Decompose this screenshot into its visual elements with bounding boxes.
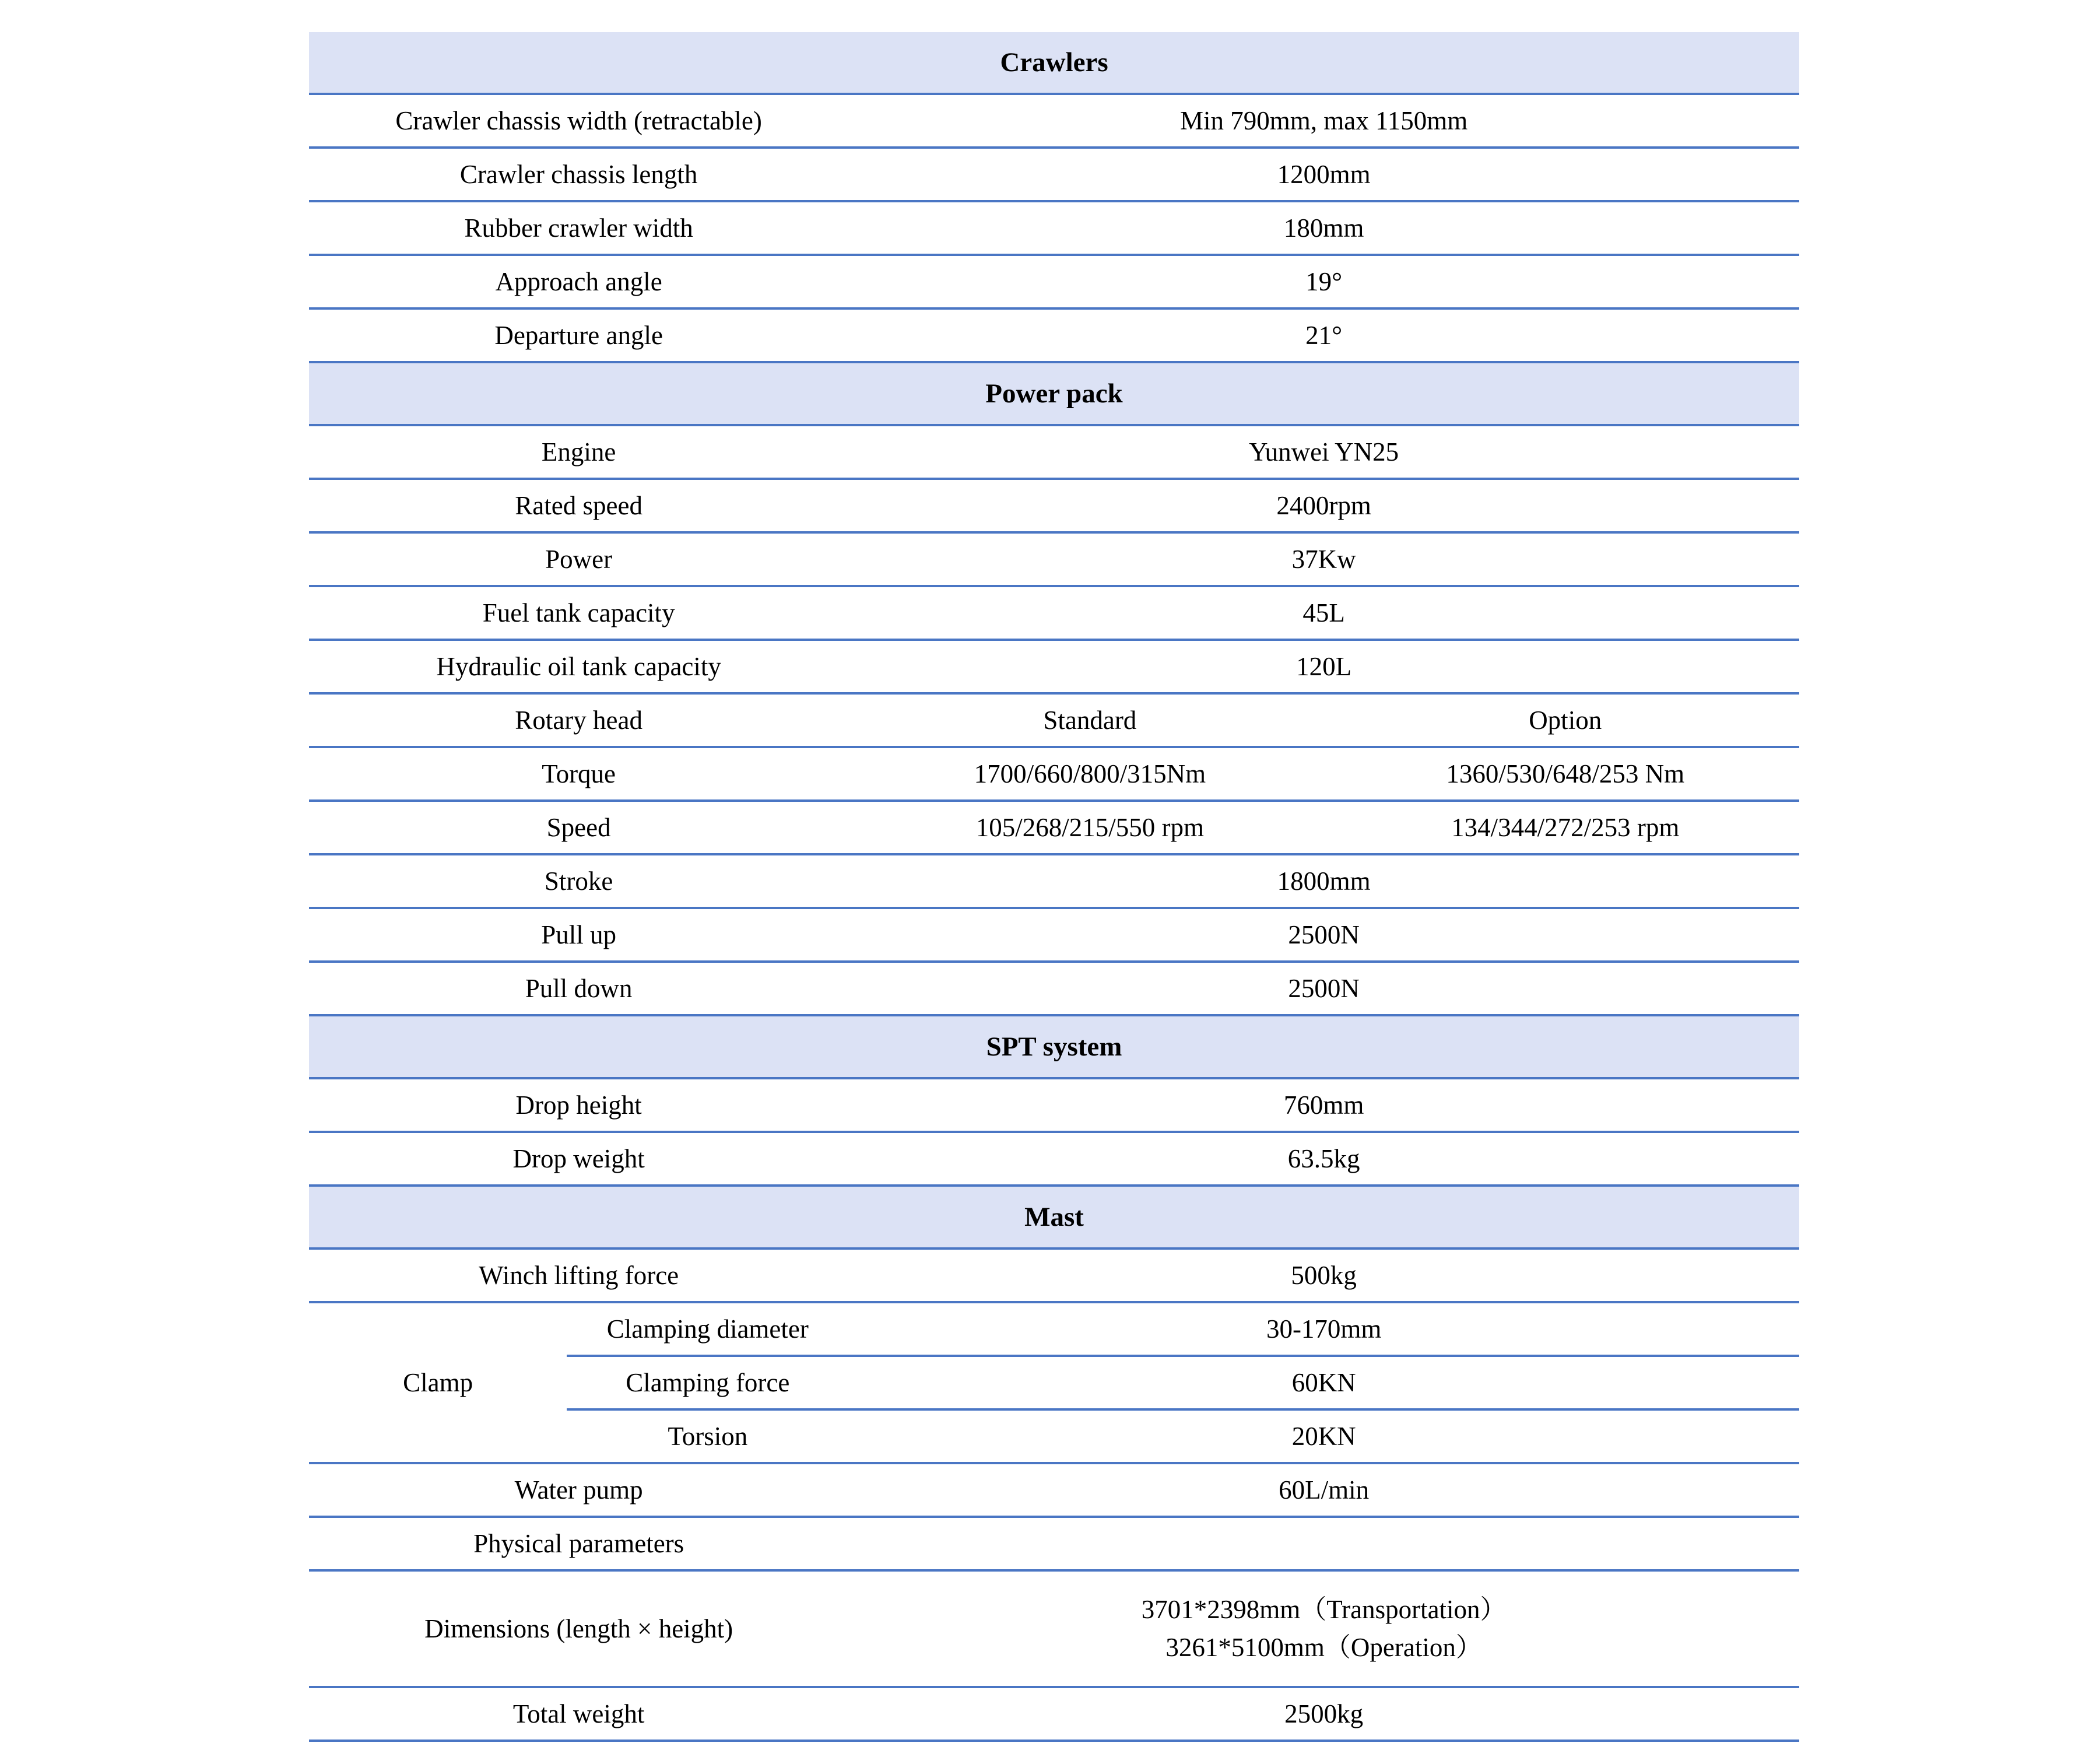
table-row-crawler-chassis-width bbox=[309, 95, 1799, 149]
table-row-winch-lifting-force bbox=[309, 1250, 1799, 1303]
section-header-mast bbox=[309, 1187, 1799, 1250]
section-header-crawlers bbox=[309, 32, 1799, 95]
row-label: Rotary head bbox=[515, 706, 642, 735]
row-sublabel: Torsion bbox=[668, 1422, 748, 1451]
table-row-total-weight bbox=[309, 1688, 1799, 1742]
row-label: Hydraulic oil tank capacity bbox=[436, 652, 721, 681]
column-header-standard: Standard bbox=[1043, 706, 1137, 735]
row-label: Torque bbox=[542, 759, 616, 788]
dimensions-operation: 3261*5100mm（Operation） bbox=[1165, 1633, 1482, 1662]
dimensions-value bbox=[1142, 1591, 1507, 1667]
row-value: 2500N bbox=[1288, 920, 1360, 949]
row-label: Speed bbox=[546, 813, 611, 842]
row-label: Engine bbox=[541, 437, 616, 467]
table-row-physical-parameters bbox=[309, 1518, 1799, 1572]
row-value: 21° bbox=[1305, 321, 1343, 350]
table-row-fuel-tank-capacity bbox=[309, 587, 1799, 641]
row-label: Pull up bbox=[541, 920, 617, 949]
row-label: Power bbox=[545, 545, 613, 574]
table-row-water-pump bbox=[309, 1464, 1799, 1518]
value-standard: 1700/660/800/315Nm bbox=[974, 759, 1206, 788]
value-option: 134/344/272/253 rpm bbox=[1451, 813, 1680, 842]
row-value: 180mm bbox=[1283, 213, 1364, 243]
row-label: Crawler chassis length bbox=[459, 160, 698, 189]
row-label-clamp: Clamp bbox=[403, 1368, 473, 1397]
row-label: Winch lifting force bbox=[479, 1261, 679, 1290]
table-row-speed bbox=[309, 802, 1799, 855]
row-value: 2400rpm bbox=[1276, 491, 1371, 520]
column-header-option: Option bbox=[1529, 706, 1602, 735]
row-label: Water pump bbox=[514, 1475, 643, 1505]
row-value: 37Kw bbox=[1291, 545, 1356, 574]
row-value: 2500N bbox=[1288, 974, 1360, 1003]
table-row-drop-weight bbox=[309, 1133, 1799, 1187]
table-row-torsion bbox=[567, 1411, 1799, 1462]
section-header-power-pack bbox=[309, 363, 1799, 426]
row-label: Crawler chassis width (retractable) bbox=[395, 106, 762, 135]
table-row-engine bbox=[309, 426, 1799, 480]
table-row-rotary-head bbox=[309, 695, 1799, 748]
row-label: Drop height bbox=[515, 1090, 642, 1120]
table-row-pull-up bbox=[309, 909, 1799, 963]
row-value: 60L/min bbox=[1279, 1475, 1370, 1505]
row-label: Departure angle bbox=[494, 321, 663, 350]
section-title: SPT system bbox=[986, 1032, 1122, 1062]
row-label: Pull down bbox=[525, 974, 633, 1003]
row-value: 60KN bbox=[1291, 1368, 1356, 1397]
table-row-departure-angle bbox=[309, 310, 1799, 363]
row-label: Drop weight bbox=[512, 1144, 645, 1173]
table-row-dimensions bbox=[309, 1572, 1799, 1688]
row-label: Physical parameters bbox=[473, 1529, 684, 1558]
row-value bbox=[848, 1572, 1799, 1686]
row-value: 63.5kg bbox=[1287, 1144, 1360, 1173]
row-label: Rated speed bbox=[515, 491, 642, 520]
section-header-spt-system bbox=[309, 1016, 1799, 1079]
row-value: 120L bbox=[1296, 652, 1352, 681]
table-row-crawler-chassis-length bbox=[309, 149, 1799, 202]
row-label: Stroke bbox=[544, 867, 613, 896]
table-row-clamping-force bbox=[567, 1357, 1799, 1411]
table-row-drop-height bbox=[309, 1079, 1799, 1133]
table-row-rubber-crawler-width bbox=[309, 202, 1799, 256]
row-value: 45L bbox=[1302, 598, 1345, 627]
row-value: 19° bbox=[1305, 267, 1343, 296]
value-option: 1360/530/648/253 Nm bbox=[1446, 759, 1685, 788]
row-value: 2500kg bbox=[1284, 1699, 1364, 1728]
row-value: 30-170mm bbox=[1266, 1314, 1382, 1344]
specifications-table bbox=[309, 32, 1799, 1742]
section-title: Power pack bbox=[985, 378, 1123, 409]
value-standard: 105/268/215/550 rpm bbox=[975, 813, 1204, 842]
row-label: Dimensions (length × height) bbox=[424, 1614, 733, 1643]
row-label: Approach angle bbox=[495, 267, 662, 296]
clamp-subrows bbox=[567, 1303, 1799, 1462]
row-sublabel: Clamping force bbox=[626, 1368, 790, 1397]
row-label: Total weight bbox=[512, 1699, 645, 1728]
table-row-hydraulic-oil-tank-capacity bbox=[309, 641, 1799, 695]
row-value: 760mm bbox=[1283, 1090, 1364, 1120]
dimensions-transportation: 3701*2398mm（Transportation） bbox=[1141, 1594, 1507, 1624]
row-value: 500kg bbox=[1291, 1261, 1357, 1290]
table-row-approach-angle bbox=[309, 256, 1799, 310]
row-sublabel: Clamping diameter bbox=[606, 1314, 809, 1344]
row-value: 1800mm bbox=[1277, 867, 1371, 896]
table-row-rated-speed bbox=[309, 480, 1799, 534]
row-label: Fuel tank capacity bbox=[482, 598, 675, 627]
row-value: Yunwei YN25 bbox=[1249, 437, 1399, 467]
table-row-power bbox=[309, 534, 1799, 587]
row-value: 1200mm bbox=[1277, 160, 1371, 189]
row-label: Rubber crawler width bbox=[464, 213, 693, 243]
table-row-pull-down bbox=[309, 963, 1799, 1016]
table-row-torque bbox=[309, 748, 1799, 802]
table-row-clamping-diameter bbox=[567, 1303, 1799, 1357]
row-value-empty bbox=[848, 1518, 1799, 1569]
table-rowgroup-clamp bbox=[309, 1303, 1799, 1464]
section-title: Crawlers bbox=[1000, 47, 1108, 78]
section-title: Mast bbox=[1024, 1202, 1084, 1232]
table-row-stroke bbox=[309, 855, 1799, 909]
row-value: Min 790mm, max 1150mm bbox=[1179, 106, 1468, 135]
row-value: 20KN bbox=[1291, 1422, 1356, 1451]
